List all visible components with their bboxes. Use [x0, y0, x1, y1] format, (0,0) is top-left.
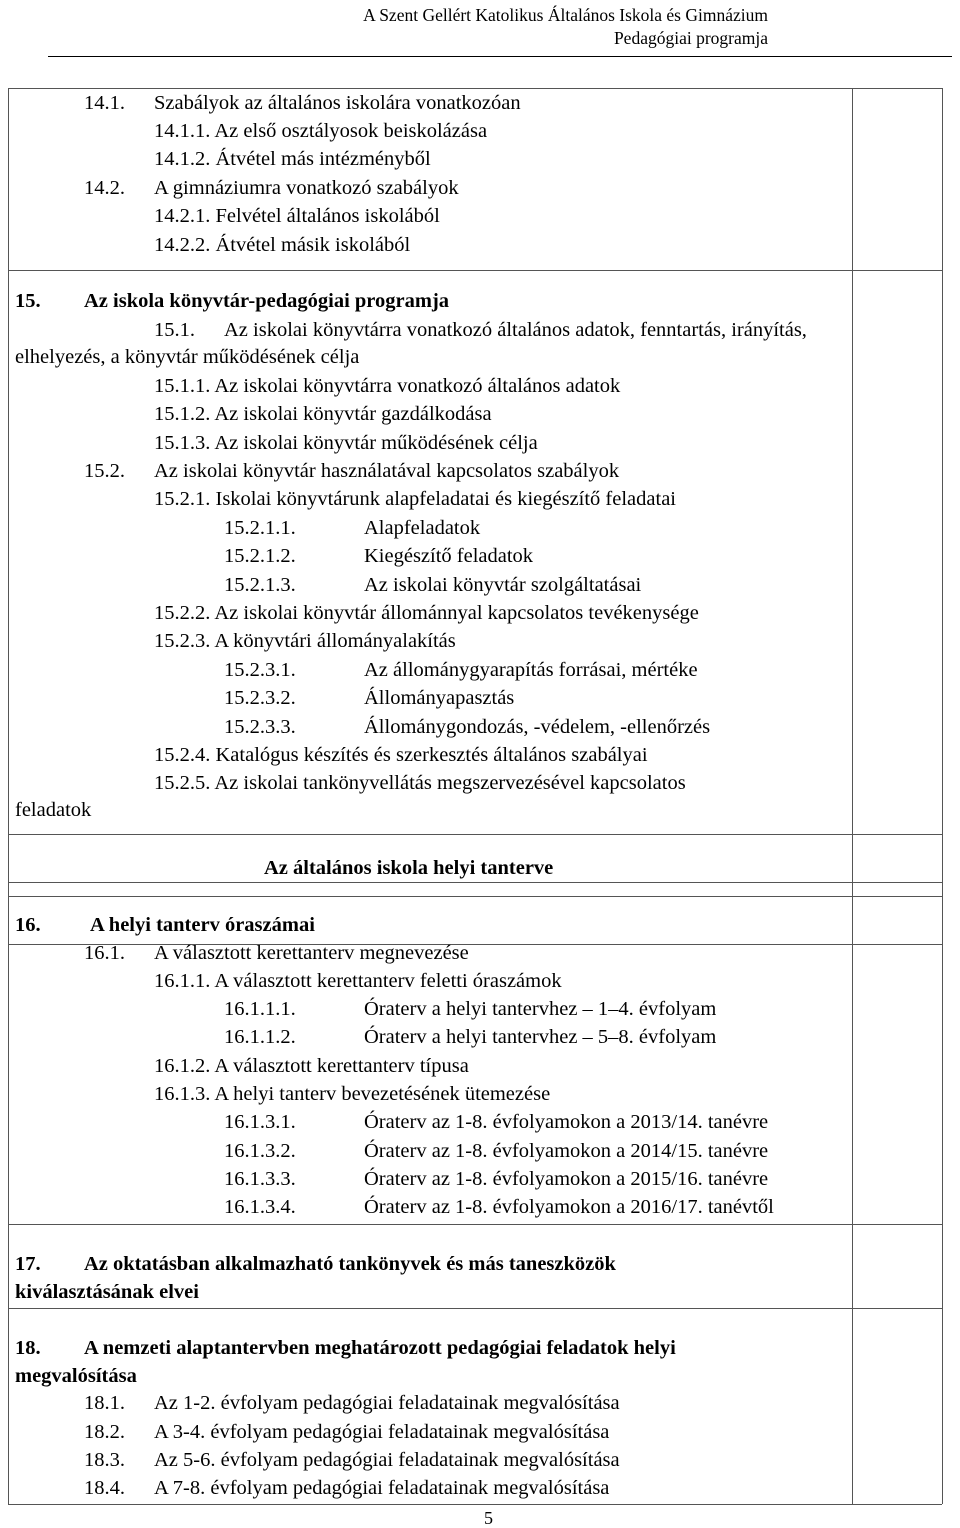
grid-line: [8, 834, 942, 835]
toc-entry: Az állománygyarapítás forrásai, mértéke: [364, 659, 698, 681]
toc-entry: 15.2.3. A könyvtári állományalakítás: [154, 630, 456, 652]
toc-entry: Állománygondozás, -védelem, -ellenőrzés: [364, 716, 711, 738]
toc-entry: 16.1.2. A választott kerettanterv típusa: [154, 1055, 469, 1077]
toc-entry: Az 5-6. évfolyam pedagógiai feladatainak megvalósítása: [154, 1449, 620, 1471]
toc-number: 15.2.1.3.: [224, 574, 296, 596]
toc-entry: Az 1-2. évfolyam pedagógiai feladatainak megvalósítása: [154, 1392, 620, 1414]
toc-chapter-title-continued: kiválasztásának elvei: [15, 1281, 199, 1303]
toc-chapter-number: 15.: [15, 290, 41, 312]
toc-number: 14.1.: [84, 92, 125, 114]
toc-number: 16.1.3.1.: [224, 1111, 296, 1133]
toc-number: 15.1.: [154, 319, 195, 341]
toc-entry: A 3-4. évfolyam pedagógiai feladatainak megvalósítása: [154, 1421, 610, 1443]
toc-entry: 15.1.1. Az iskolai könyvtárra vonatkozó általános adatok: [154, 375, 621, 397]
toc-entry: 16.1.3. A helyi tanterv bevezetésének ütemezése: [154, 1083, 551, 1105]
toc-number: 16.1.1.1.: [224, 998, 296, 1020]
toc-entry: A választott kerettanterv megnevezése: [154, 942, 469, 964]
toc-entry: 14.2.2. Átvétel másik iskolából: [154, 234, 411, 256]
toc-entry: Alapfeladatok: [364, 517, 481, 539]
toc-chapter-number: 18.: [15, 1337, 41, 1359]
toc-entry: 15.1.2. Az iskolai könyvtár gazdálkodása: [154, 403, 492, 425]
toc-number: 15.2.: [84, 460, 125, 482]
toc-entry: 14.1.2. Átvétel más intézményből: [154, 148, 431, 170]
toc-entry: 15.2.1. Iskolai könyvtárunk alapfeladatai és kiegészítő feladatai: [154, 488, 676, 510]
toc-entry: 15.2.5. Az iskolai tankönyvellátás megszervezésével kapcsolatos: [154, 772, 686, 794]
toc-entry: 15.1.3. Az iskolai könyvtár működésének célja: [154, 432, 538, 454]
grid-line: [852, 88, 853, 1504]
header-document-title: Pedagógiai programja: [613, 28, 768, 48]
toc-entry-continued: feladatok: [15, 799, 92, 821]
toc-entry: 15.2.4. Katalógus készítés és szerkesztés általános szabályai: [154, 744, 648, 766]
toc-entry: Óraterv a helyi tantervhez – 5–8. évfolyam: [364, 1026, 717, 1048]
grid-line: [8, 1308, 942, 1309]
toc-chapter-number: 16.: [15, 914, 41, 936]
toc-entry: Óraterv az 1-8. évfolyamokon a 2014/15. tanévre: [364, 1140, 769, 1162]
toc-number: 18.3.: [84, 1449, 125, 1471]
toc-chapter-title: A nemzeti alaptantervben meghatározott pedagógiai feladatok helyi: [84, 1337, 676, 1359]
toc-entry: Az iskolai könyvtár használatával kapcsolatos szabályok: [154, 460, 620, 482]
grid-line: [8, 896, 942, 897]
toc-entry: Óraterv az 1-8. évfolyamokon a 2015/16. tanévre: [364, 1168, 769, 1190]
toc-entry: Kiegészítő feladatok: [364, 545, 534, 567]
toc-entry: 14.1.1. Az első osztályosok beiskolázása: [154, 120, 488, 142]
toc-number: 16.1.3.4.: [224, 1196, 296, 1218]
toc-entry: Az iskolai könyvtár szolgáltatásai: [364, 574, 642, 596]
toc-entry: Óraterv az 1-8. évfolyamokon a 2016/17. tanévtől: [364, 1196, 774, 1218]
grid-line: [8, 88, 942, 89]
header-school: A Szent Gellért Katolikus Általános Iskola és Gimnázium: [363, 5, 768, 25]
grid-line: [942, 88, 943, 1504]
toc-entry: Óraterv az 1-8. évfolyamokon a 2013/14. tanévre: [364, 1111, 769, 1133]
grid-line: [8, 270, 942, 271]
toc-entry: Óraterv a helyi tantervhez – 1–4. évfolyam: [364, 998, 717, 1020]
grid-line: [8, 1224, 942, 1225]
toc-number: 18.2.: [84, 1421, 125, 1443]
toc-number: 15.2.3.1.: [224, 659, 296, 681]
toc-number: 18.1.: [84, 1392, 125, 1414]
toc-chapter-number: 17.: [15, 1253, 41, 1275]
toc-frame: [8, 88, 942, 1504]
toc-number: 18.4.: [84, 1477, 125, 1499]
toc-entry: Az iskolai könyvtárra vonatkozó általános adatok, fenntartás, irányítás,: [224, 319, 807, 341]
toc-number: 16.1.1.2.: [224, 1026, 296, 1048]
grid-line: [8, 944, 942, 945]
grid-line: [8, 882, 942, 883]
toc-entry-continued: elhelyezés, a könyvtár működésének célja: [15, 346, 360, 368]
toc-number: 15.2.3.2.: [224, 687, 296, 709]
toc-entry: A 7-8. évfolyam pedagógiai feladatainak megvalósítása: [154, 1477, 610, 1499]
toc-number: 15.2.3.3.: [224, 716, 296, 738]
toc-entry: 16.1.1. A választott kerettanterv feletti óraszámok: [154, 970, 562, 992]
toc-number: 15.2.1.1.: [224, 517, 296, 539]
toc-entry: Állományapasztás: [364, 687, 515, 709]
page-number: 5: [484, 1508, 493, 1528]
toc-entry: Szabályok az általános iskolára vonatkozóan: [154, 92, 521, 114]
toc-number: 14.2.: [84, 177, 125, 199]
grid-line: [8, 1504, 942, 1505]
toc-chapter-title: A helyi tanterv óraszámai: [90, 914, 315, 936]
section-title: Az általános iskola helyi tanterve: [264, 857, 554, 879]
toc-number: 16.1.3.3.: [224, 1168, 296, 1190]
toc-chapter-title: Az oktatásban alkalmazható tankönyvek és más taneszközök: [84, 1253, 616, 1275]
header-rule: [48, 56, 952, 57]
toc-chapter-title: Az iskola könyvtár-pedagógiai programja: [84, 290, 450, 312]
toc-chapter-title-continued: megvalósítása: [15, 1365, 137, 1387]
toc-entry: 14.2.1. Felvétel általános iskolából: [154, 205, 440, 227]
toc-number: 16.1.3.2.: [224, 1140, 296, 1162]
grid-line: [8, 88, 9, 1504]
toc-number: 15.2.1.2.: [224, 545, 296, 567]
toc-entry: 15.2.2. Az iskolai könyvtár állománnyal kapcsolatos tevékenysége: [154, 602, 699, 624]
toc-number: 16.1.: [84, 942, 125, 964]
toc-entry: A gimnáziumra vonatkozó szabályok: [154, 177, 459, 199]
